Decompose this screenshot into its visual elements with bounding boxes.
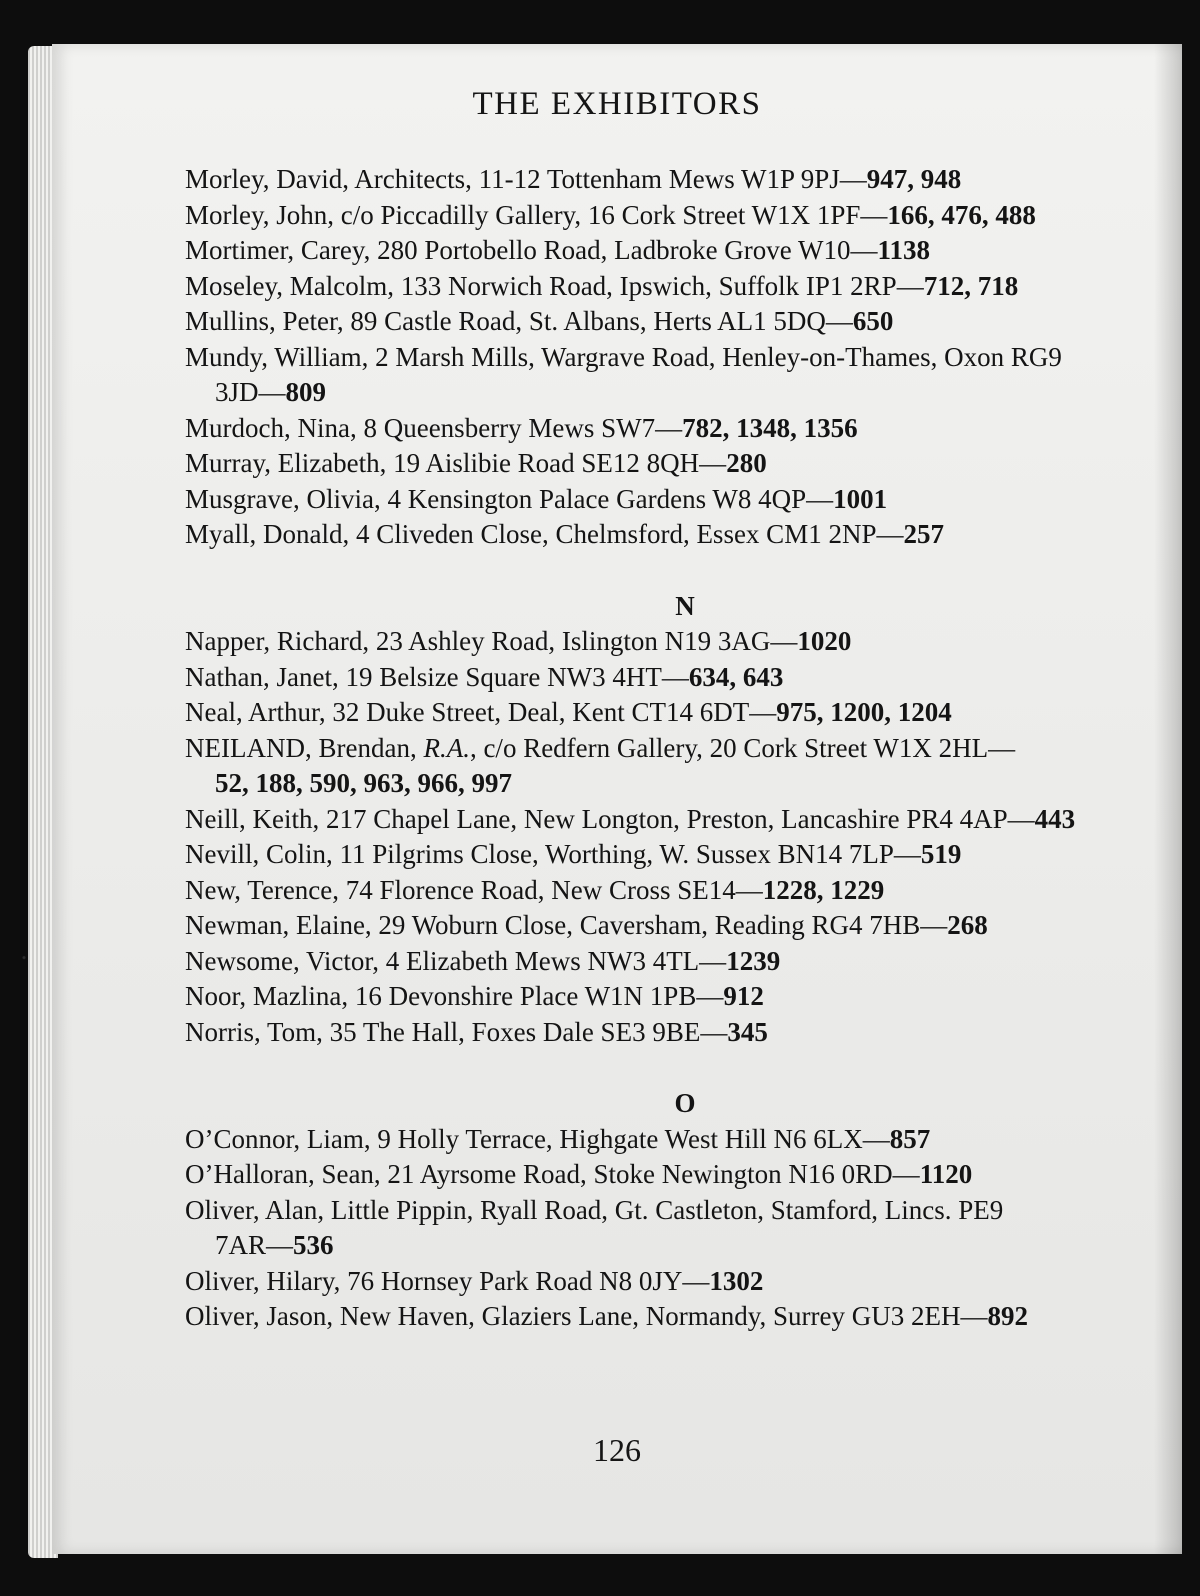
list-item: Mullins, Peter, 89 Castle Road, St. Albans, Herts AL1 5DQ—650 <box>185 306 894 336</box>
list-item: Oliver, Alan, Little Pippin, Ryall Road, Gt. Castleton, Stamford, Lincs. PE9 7AR—536 <box>185 1194 1004 1260</box>
page-number: 126 <box>593 1432 641 1468</box>
list-item: Mortimer, Carey, 280 Portobello Road, Ladbroke Grove W10—1138 <box>185 235 931 265</box>
list-item: Murray, Elizabeth, 19 Aislibie Road SE12 8QH—280 <box>185 448 767 478</box>
list-item: Myall, Donald, 4 Cliveden Close, Chelmsford, Essex CM1 2NP—257 <box>185 519 944 549</box>
list-item: Norris, Tom, 35 The Hall, Foxes Dale SE3 9BE—345 <box>185 1016 768 1047</box>
book-page <box>52 44 1182 1554</box>
exhibitor-list <box>185 162 1165 1335</box>
list-item: NEILAND, Brendan, R.A., c/o Redfern Gallery, 20 Cork Street W1X 2HL— 52, 188, 590, 963, 966, 997 <box>185 732 1016 798</box>
running-head: THE EXHIBITORS <box>472 86 762 122</box>
list-item: Morley, John, c/o Piccadilly Gallery, 16 Cork Street W1X 1PF—166, 476, 488 <box>185 199 1036 230</box>
list-item: Musgrave, Olivia, 4 Kensington Palace Gardens W8 4QP—1001 <box>185 483 888 514</box>
list-item: Neal, Arthur, 32 Duke Street, Deal, Kent CT14 6DT—975, 1200, 1204 <box>185 697 952 727</box>
list-item: Mundy, William, 2 Marsh Mills, Wargrave Road, Henley-on-Thames, Oxon RG9 3JD—809 <box>185 341 1062 407</box>
list-item: Murdoch, Nina, 8 Queensberry Mews SW7—782, 1348, 1356 <box>185 412 858 443</box>
list-item: Napper, Richard, 23 Ashley Road, Islington N19 3AG—1020 <box>185 626 852 656</box>
list-item: Nathan, Janet, 19 Belsize Square NW3 4HT—634, 643 <box>185 661 784 692</box>
list-item: Moseley, Malcolm, 133 Norwich Road, Ipswich, Suffolk IP1 2RP—712, 718 <box>185 270 1019 301</box>
list-item: Oliver, Jason, New Haven, Glaziers Lane, Normandy, Surrey GU3 2EH—892 <box>185 1301 1028 1331</box>
list-item: Morley, David, Architects, 11-12 Tottenham Mews W1P 9PJ—947, 948 <box>185 164 962 194</box>
section-heading-o: O <box>674 1088 696 1118</box>
list-item: Oliver, Hilary, 76 Hornsey Park Road N8 0JY—1302 <box>185 1265 764 1296</box>
list-item: Newsome, Victor, 4 Elizabeth Mews NW3 4TL—1239 <box>185 945 781 976</box>
section-heading-n: N <box>675 590 695 621</box>
list-item: O’Halloran, Sean, 21 Ayrsome Road, Stoke Newington N16 0RD—1120 <box>185 1159 973 1189</box>
list-item: Nevill, Colin, 11 Pilgrims Close, Worthing, W. Sussex BN14 7LP—519 <box>185 839 962 869</box>
list-item: Neill, Keith, 217 Chapel Lane, New Longton, Preston, Lancashire PR4 4AP—443 <box>185 803 1076 834</box>
list-item: O’Connor, Liam, 9 Holly Terrace, Highgate West Hill N6 6LX—857 <box>185 1123 931 1154</box>
list-item: New, Terence, 74 Florence Road, New Cross SE14—1228, 1229 <box>185 874 885 905</box>
list-item: Noor, Mazlina, 16 Devonshire Place W1N 1PB—912 <box>185 981 764 1011</box>
list-item: Newman, Elaine, 29 Woburn Close, Caversham, Reading RG4 7HB—268 <box>185 910 988 940</box>
